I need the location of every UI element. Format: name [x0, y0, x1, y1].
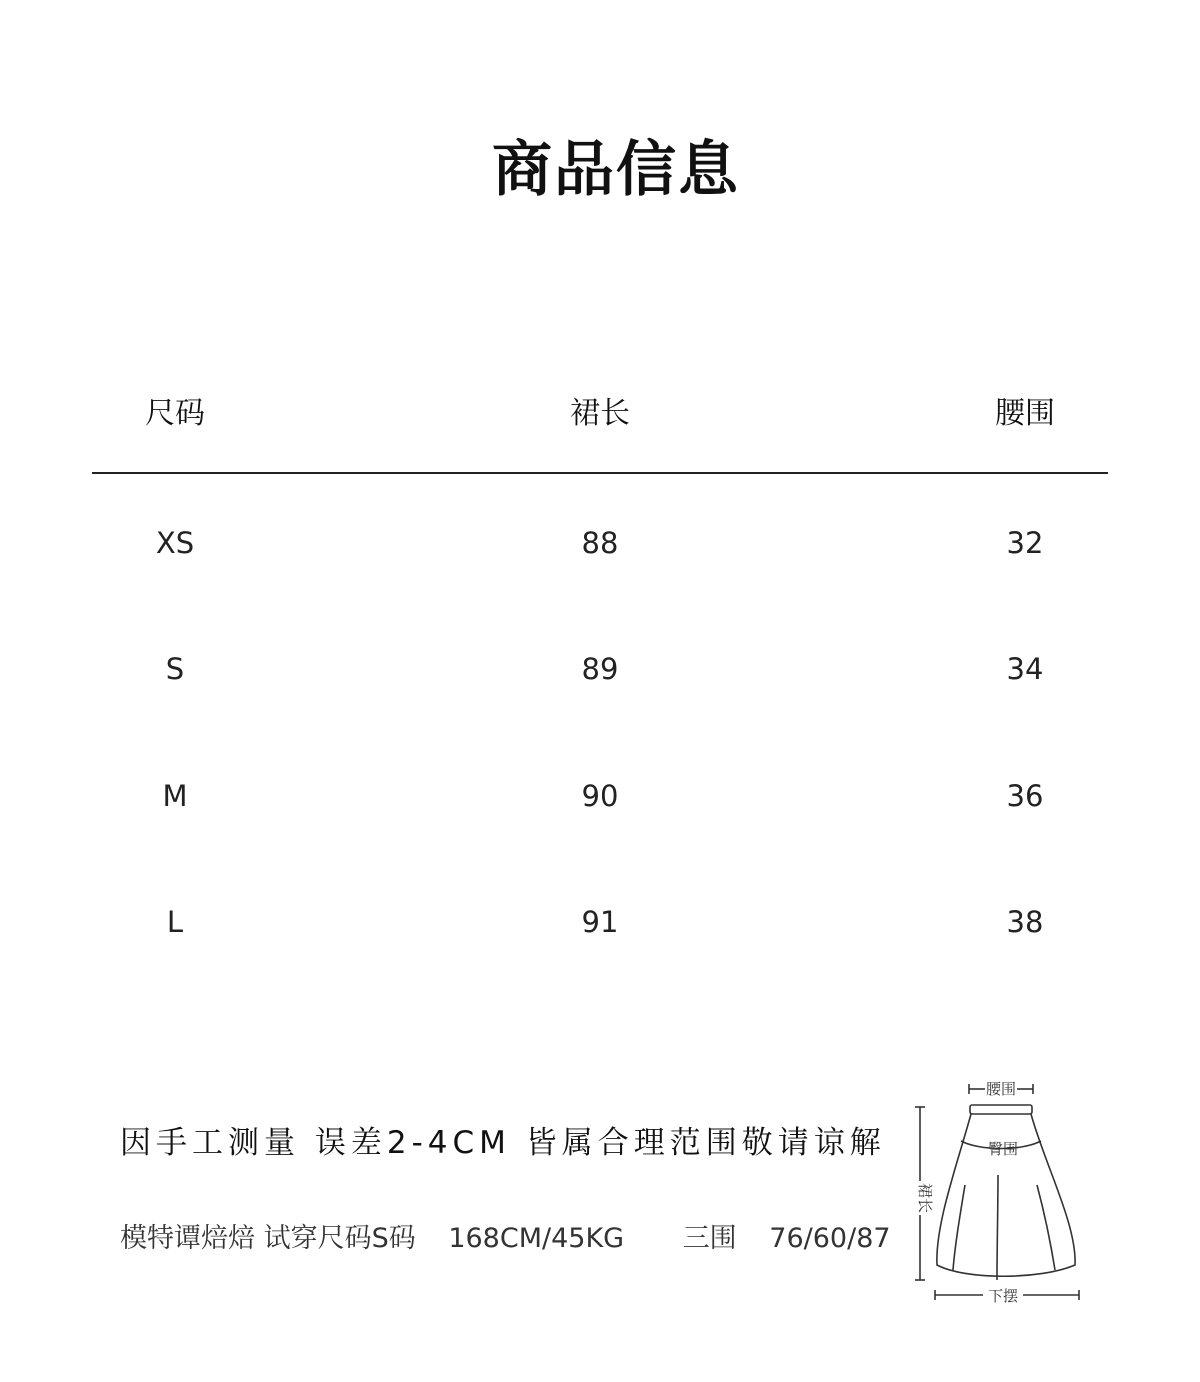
- header-size: 尺码: [145, 396, 205, 431]
- skirt-diagram: [905, 1075, 1095, 1315]
- model-measurements-label: 三围: [682, 1223, 737, 1254]
- length-cell: 91: [581, 905, 619, 939]
- header-waist: 腰围: [995, 396, 1055, 431]
- header-length: 裙长: [570, 396, 630, 431]
- length-cell: 89: [581, 652, 619, 686]
- model-intro: 模特谭焙焙 试穿尺码S码: [120, 1223, 416, 1254]
- header-divider: [92, 472, 1108, 474]
- length-cell: 90: [581, 779, 619, 813]
- waist-cell: 32: [1006, 526, 1044, 560]
- table-row: [0, 774, 1200, 824]
- table-row: [0, 521, 1200, 571]
- length-label: 裙长: [916, 1182, 934, 1214]
- hem-label: 下摆: [987, 1287, 1019, 1305]
- model-height-weight: 168CM/45KG: [448, 1223, 625, 1254]
- waist-cell: 36: [1006, 779, 1044, 813]
- table-row: [0, 647, 1200, 697]
- table-header: [0, 392, 1200, 442]
- size-cell: L: [166, 905, 184, 939]
- table-row: [0, 900, 1200, 950]
- model-measurements: 76/60/87: [769, 1223, 891, 1254]
- page-title: 商品信息: [492, 135, 740, 205]
- hip-label: 臀围: [987, 1140, 1019, 1158]
- waist-cell: 38: [1006, 905, 1044, 939]
- length-cell: 88: [581, 526, 619, 560]
- measurement-note: 因手工测量 误差2-4CM 皆属合理范围敬请谅解: [120, 1125, 886, 1161]
- size-cell: XS: [155, 526, 195, 560]
- size-cell: S: [165, 652, 185, 686]
- waist-label: 腰围: [985, 1080, 1017, 1098]
- size-cell: M: [162, 779, 188, 813]
- waist-cell: 34: [1006, 652, 1044, 686]
- model-info: [120, 1218, 915, 1260]
